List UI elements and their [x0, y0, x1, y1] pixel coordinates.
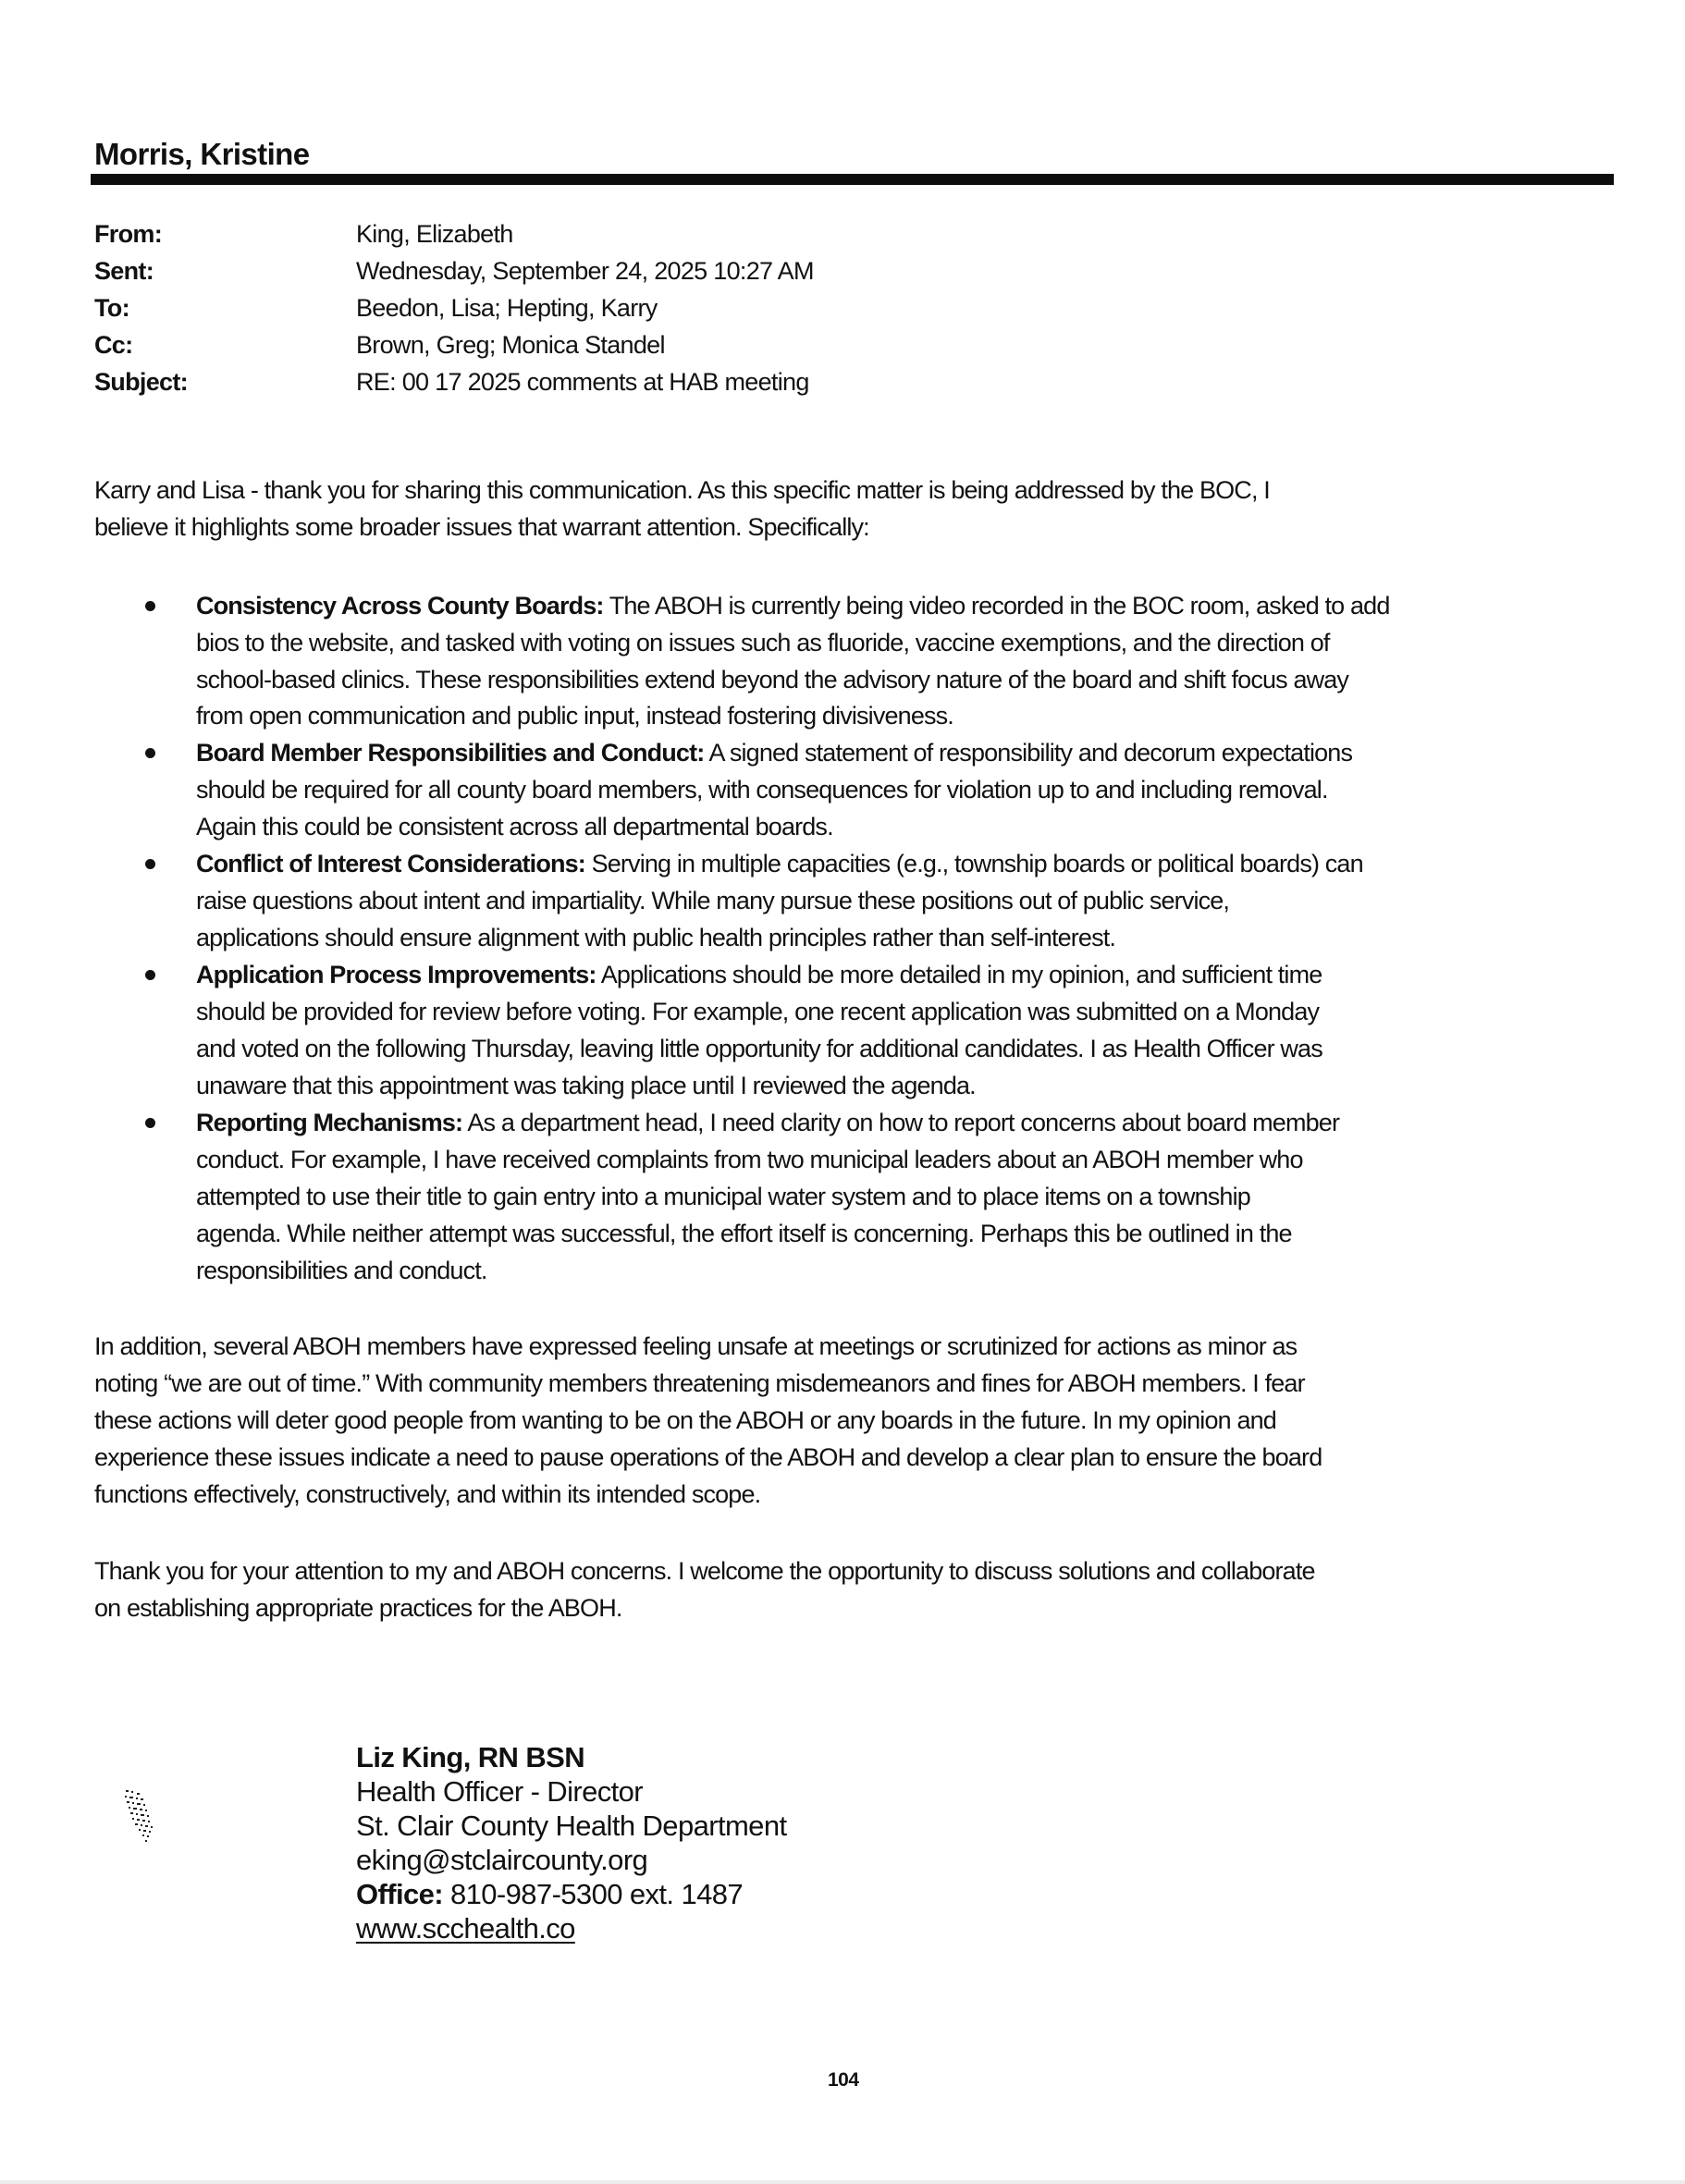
bullet-first-line — [196, 845, 1363, 882]
text-line: noting “we are out of time.” With community members threatening misdemeanors and fines for ABOH members. I fear — [94, 1369, 1305, 1397]
bullet-title: Board Member Responsibilities and Conduct: — [196, 739, 705, 767]
bullet-text: Applications should be more detailed in my opinion, and sufficient time — [596, 961, 1322, 988]
bullet-first-line — [196, 734, 1352, 771]
text-line: school-based clinics. These responsibilities extend beyond the advisory nature of the board and shift focus away — [196, 666, 1349, 693]
bullet-icon — [145, 748, 155, 758]
bullet-icon — [145, 1118, 155, 1128]
bullet-title: Conflict of Interest Considerations: — [196, 850, 585, 877]
header-label: To: — [94, 294, 129, 322]
text-line: applications should ensure alignment with public health principles rather than self-interest. — [196, 924, 1116, 951]
signature-organization: St. Clair County Health Department — [356, 1810, 787, 1842]
text-line: from open communication and public input, instead fostering divisiveness. — [196, 702, 953, 730]
text-line: In addition, several ABOH members have expressed feeling unsafe at meetings or scrutinized for actions as minor as — [94, 1332, 1298, 1360]
bullet-text: Serving in multiple capacities (e.g., township boards or political boards) can — [584, 850, 1363, 877]
text-line: should be required for all county board members, with consequences for violation up to and including removal. — [196, 776, 1328, 804]
bullet-first-line — [196, 587, 1390, 624]
header-label: Cc: — [94, 331, 133, 359]
bullet-text: A signed statement of responsibility and decorum expectations — [704, 739, 1353, 767]
bullet-first-line — [196, 1104, 1339, 1141]
text-line: believe it highlights some broader issues that warrant attention. Specifically: — [94, 513, 869, 541]
bullet-icon — [145, 970, 155, 980]
text-line: conduct. For example, I have received complaints from two municipal leaders about an ABOH member who — [196, 1146, 1303, 1173]
page-number: 104 — [828, 2069, 859, 2091]
text-line: and voted on the following Thursday, leaving little opportunity for additional candidates. I as Health Officer was — [196, 1035, 1322, 1062]
header-value: King, Elizabeth — [356, 220, 513, 248]
header-label: From: — [94, 220, 162, 248]
bullet-text: The ABOH is currently being video recorded in the BOC room, asked to add — [603, 592, 1390, 620]
text-line: on establishing appropriate practices for the ABOH. — [94, 1594, 622, 1622]
header-label: Subject: — [94, 368, 188, 396]
text-line: should be provided for review before voting. For example, one recent application was submitted on a Monday — [196, 998, 1320, 1025]
office-label: Office: — [356, 1878, 443, 1910]
text-line: raise questions about intent and impartiality. While many pursue these positions out of public service, — [196, 887, 1230, 914]
county-logo-icon — [120, 1785, 185, 1859]
office-phone: 810-987-5300 ext. 1487 — [442, 1878, 744, 1910]
text-line: Thank you for your attention to my and ABOH concerns. I welcome the opportunity to discuss solutions and collaborate — [94, 1557, 1315, 1585]
header-label: Sent: — [94, 257, 154, 285]
bullet-title: Application Process Improvements: — [196, 961, 597, 988]
page-bottom-edge — [0, 2180, 1685, 2184]
text-line: Karry and Lisa - thank you for sharing this communication. As this specific matter is being addressed by the BOC, I — [94, 476, 1270, 504]
website-link[interactable]: www.scchealth.co — [356, 1912, 575, 1945]
text-line: responsibilities and conduct. — [196, 1257, 487, 1284]
header-value: RE: 00 17 2025 comments at HAB meeting — [356, 368, 809, 396]
text-line: unaware that this appointment was taking place until I reviewed the agenda. — [196, 1072, 976, 1099]
bullet-title: Reporting Mechanisms: — [196, 1109, 463, 1136]
bullet-first-line — [196, 956, 1322, 993]
bullet-icon — [145, 859, 155, 869]
signature-email: eking@stclaircounty.org — [356, 1844, 648, 1876]
text-line: attempted to use their title to gain entry into a municipal water system and to place items on a township — [196, 1183, 1250, 1210]
heading-rule — [91, 174, 1614, 185]
text-line: these actions will deter good people from wanting to be on the ABOH or any boards in the future. In my opinion and — [94, 1406, 1276, 1434]
text-line: agenda. While neither attempt was successful, the effort itself is concerning. Perhaps this be outlined in the — [196, 1220, 1292, 1247]
signature-office — [356, 1877, 743, 1911]
text-line: bios to the website, and tasked with voting on issues such as fluoride, vaccine exemptions, and the direction of — [196, 629, 1330, 656]
text-line: Again this could be consistent across all departmental boards. — [196, 813, 833, 840]
header-value: Beedon, Lisa; Hepting, Karry — [356, 294, 658, 322]
bullet-title: Consistency Across County Boards: — [196, 592, 604, 620]
sender-heading: Morris, Kristine — [94, 137, 310, 171]
text-line: experience these issues indicate a need to pause operations of the ABOH and develop a clear plan to ensure the board — [94, 1443, 1322, 1471]
signature-name: Liz King, RN BSN — [356, 1741, 584, 1773]
bullet-icon — [145, 601, 155, 611]
header-value: Wednesday, September 24, 2025 10:27 AM — [356, 257, 814, 285]
bullet-text: As a department head, I need clarity on how to report concerns about board member — [462, 1109, 1340, 1136]
header-value: Brown, Greg; Monica Standel — [356, 331, 665, 359]
signature-website-line — [356, 1911, 575, 1945]
text-line: functions effectively, constructively, and within its intended scope. — [94, 1480, 761, 1508]
signature-title: Health Officer - Director — [356, 1775, 644, 1808]
